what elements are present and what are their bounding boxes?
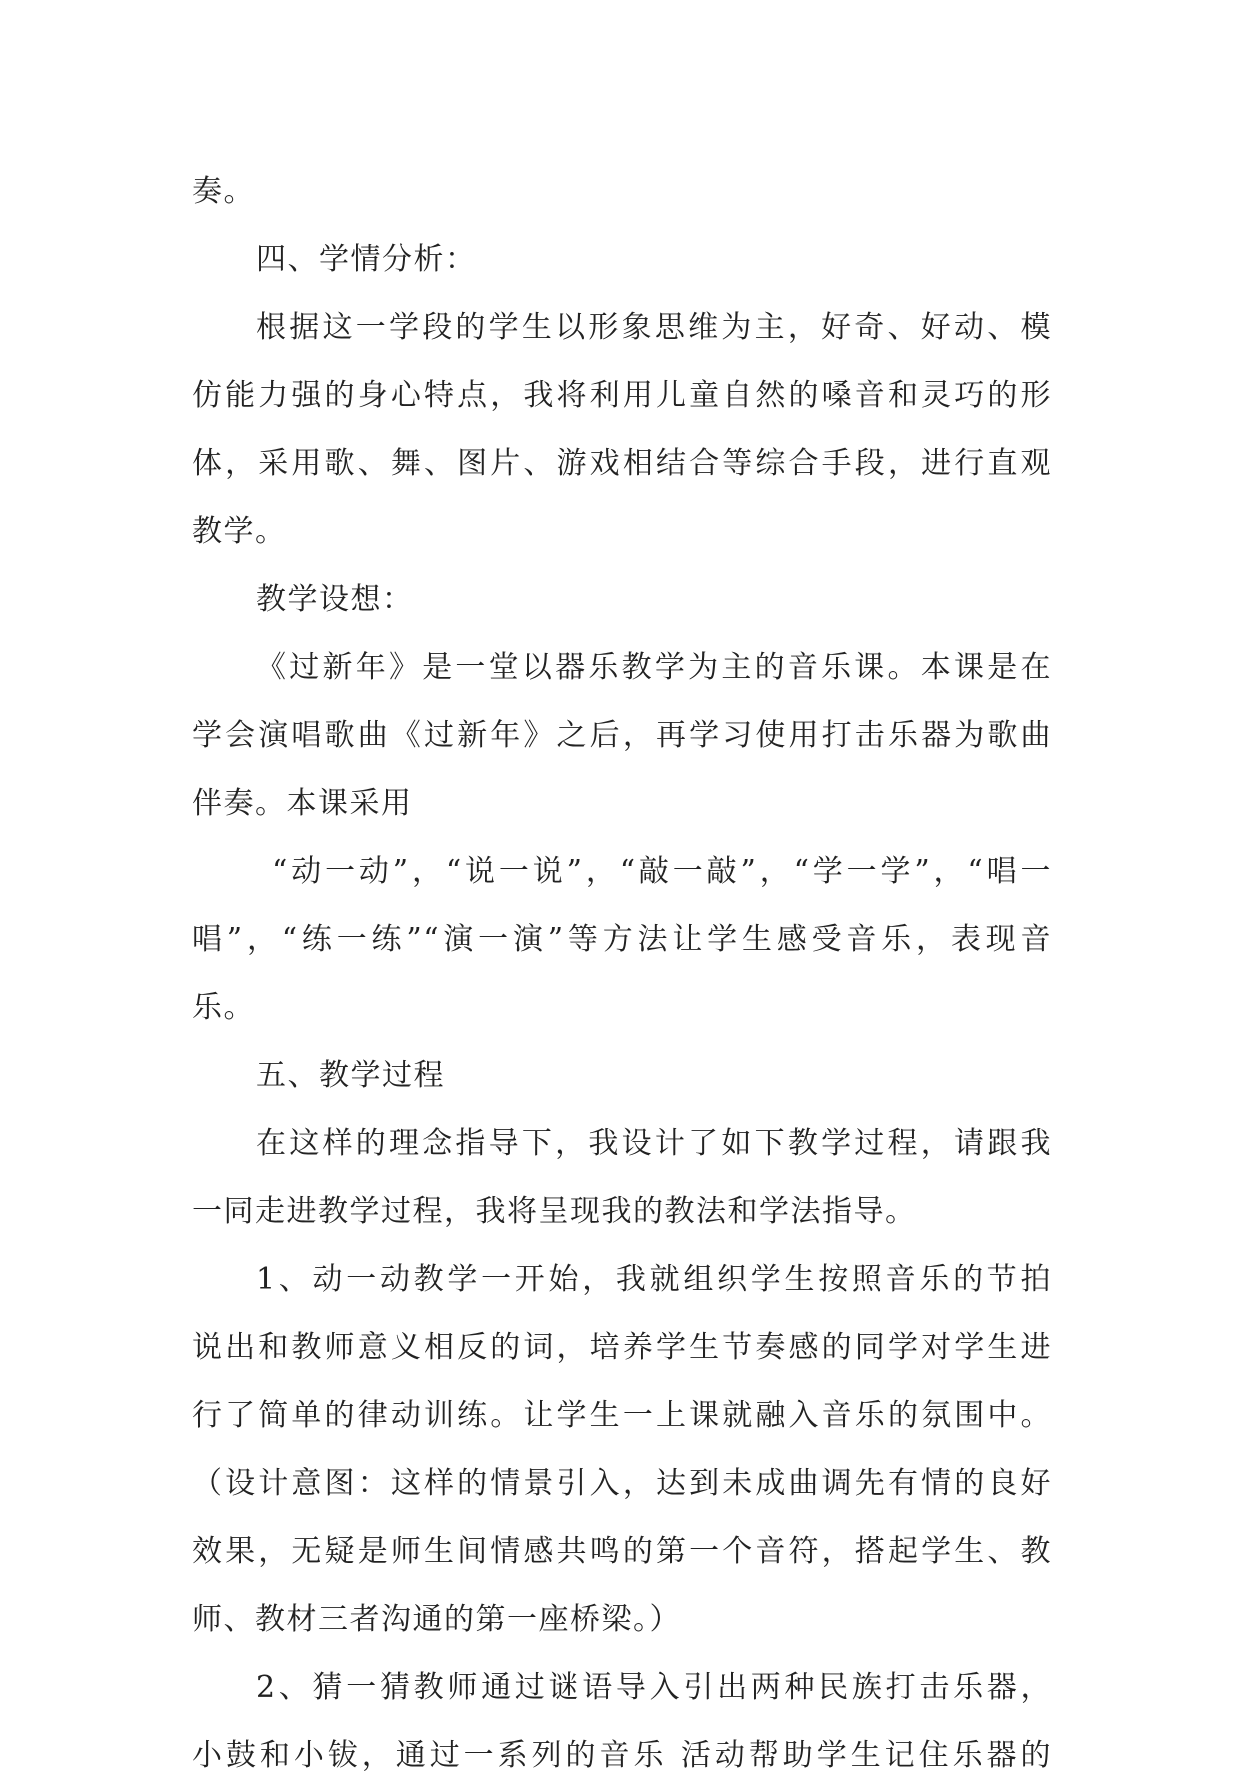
text-line: 仿能力强的身心特点，我将利用儿童自然的嗓音和灵巧的形 xyxy=(192,378,1052,413)
text-line: “动一动”，“说一说”，“敲一敲”，“学一学”，“唱一 xyxy=(272,854,1052,889)
text-line: 2、猜一猜教师通过谜语导入引出两种民族打击乐器， xyxy=(256,1670,1052,1705)
text-line: 乐。 xyxy=(192,990,255,1025)
text-line: 唱”，“练一练”“演一演”等方法让学生感受音乐，表现音 xyxy=(192,922,1052,957)
section-heading-student-analysis: 四、学情分析： xyxy=(256,242,477,277)
text-line: 师、教材三者沟通的第一座桥梁。） xyxy=(192,1602,681,1637)
text-line: 体，采用歌、舞、图片、游戏相结合等综合手段，进行直观 xyxy=(192,446,1052,481)
text-line: 在这样的理念指导下，我设计了如下教学过程，请跟我 xyxy=(256,1126,1052,1161)
section-heading-teaching-process: 五、教学过程 xyxy=(256,1058,445,1093)
text-line: 根据这一学段的学生以形象思维为主，好奇、好动、模 xyxy=(256,310,1052,345)
text-line: （设计意图：这样的情景引入，达到未成曲调先有情的良好 xyxy=(192,1466,1052,1501)
text-line: 伴奏。本课采用 xyxy=(192,786,413,821)
text-line: 1、动一动教学一开始，我就组织学生按照音乐的节拍 xyxy=(256,1262,1052,1297)
section-heading-teaching-idea: 教学设想： xyxy=(256,582,414,617)
text-line: 一同走进教学过程，我将呈现我的教法和学法指导。 xyxy=(192,1194,917,1229)
text-line: 小鼓和小钹，通过一系列的音乐 活动帮助学生记住乐器的 xyxy=(192,1738,1052,1773)
text-line: 效果，无疑是师生间情感共鸣的第一个音符，搭起学生、教 xyxy=(192,1534,1052,1569)
text-line: 《过新年》是一堂以器乐教学为主的音乐课。本课是在 xyxy=(256,650,1052,685)
text-line: 说出和教师意义相反的词，培养学生节奏感的同学对学生进 xyxy=(192,1330,1052,1365)
document-body xyxy=(192,158,1052,1790)
text-line: 奏。 xyxy=(192,174,255,209)
text-line: 学会演唱歌曲《过新年》之后，再学习使用打击乐器为歌曲 xyxy=(192,718,1052,753)
text-line: 行了简单的律动训练。让学生一上课就融入音乐的氛围中。 xyxy=(192,1398,1052,1433)
text-line: 教学。 xyxy=(192,514,287,549)
